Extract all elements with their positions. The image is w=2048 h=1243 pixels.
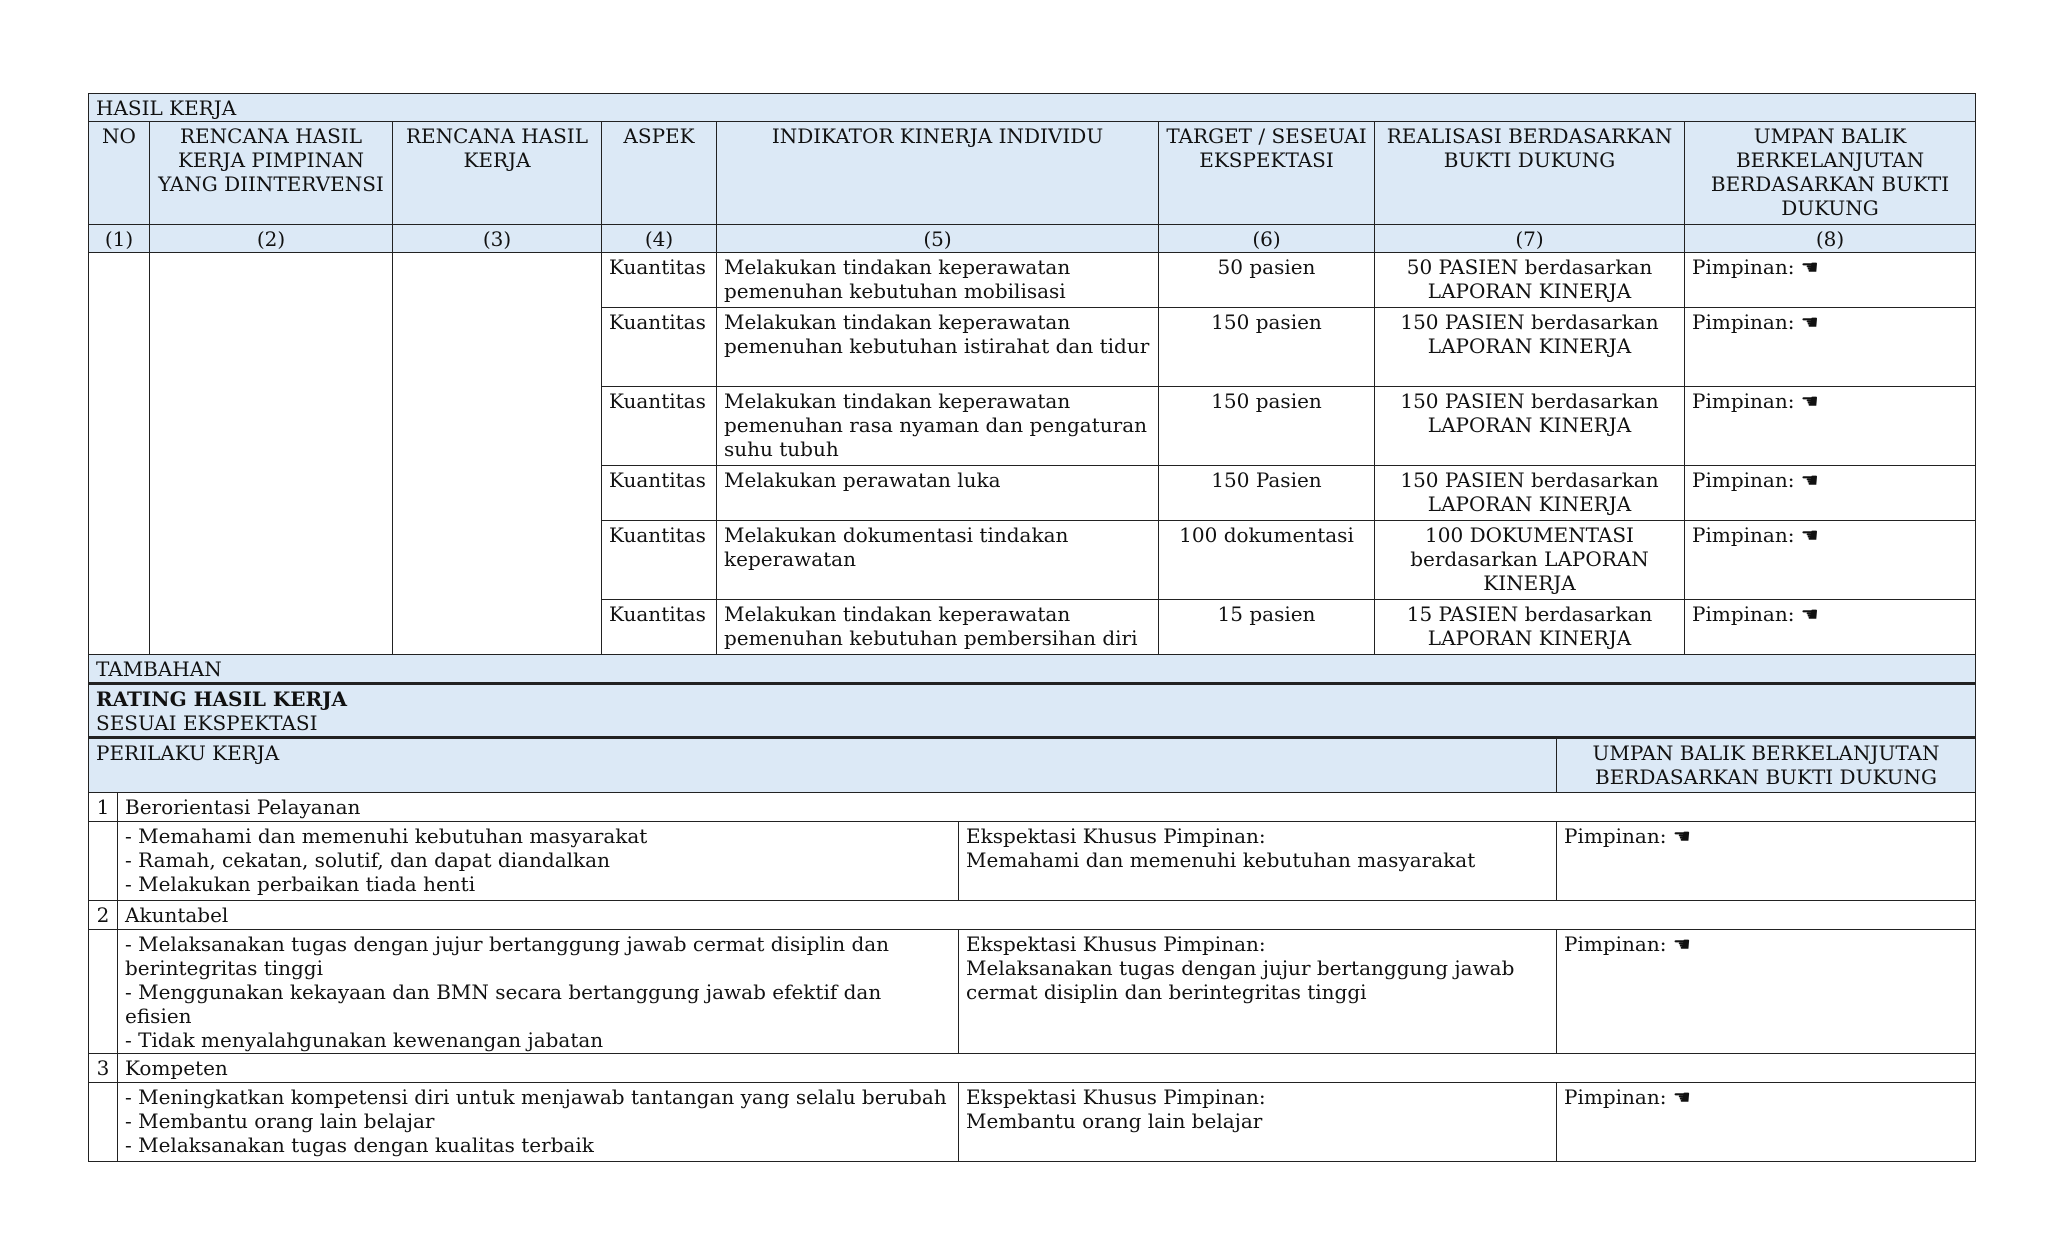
header-no: NO xyxy=(89,122,150,225)
blank-cell xyxy=(89,929,118,1053)
list-item: - Ramah, cekatan, solutif, dan dapat diandalkan xyxy=(125,847,610,872)
column-number: (7) xyxy=(1375,225,1685,253)
column-number: (3) xyxy=(393,225,602,253)
column-number: (8) xyxy=(1685,225,1976,253)
blank-cell xyxy=(89,1082,118,1161)
list-item: - Melaksanakan tugas dengan jujur bertanggung jawab cermat disiplin dan berintegritas tinggi xyxy=(125,931,890,980)
header-aspek: ASPEK xyxy=(602,122,717,225)
list-item: - Tidak menyalahgunakan kewenangan jabatan xyxy=(125,1027,604,1052)
aspek-cell: Kuantitas xyxy=(602,308,717,387)
target-cell: 150 pasien xyxy=(1159,387,1375,466)
ekspektasi-label: Ekspektasi Khusus Pimpinan: xyxy=(966,931,1266,956)
column-number: (6) xyxy=(1159,225,1375,253)
umpan-balik-cell: Pimpinan: ☚ xyxy=(1685,253,1976,308)
header-umpan-balik: UMPAN BALIK BERKELANJUTAN BERDASARKAN BUKTI DUKUNG xyxy=(1685,122,1976,225)
table-row xyxy=(89,253,1976,308)
no-cell xyxy=(89,253,150,655)
realisasi-cell: 15 PASIEN berdasarkan LAPORAN KINERJA xyxy=(1375,600,1685,655)
rating-hasil-kerja xyxy=(89,684,1976,737)
umpan-balik-cell: Pimpinan: ☚ xyxy=(1685,521,1976,600)
target-cell: 50 pasien xyxy=(1159,253,1375,308)
column-number: (1) xyxy=(89,225,150,253)
perilaku-points xyxy=(118,1082,959,1161)
header-indikator: INDIKATOR KINERJA INDIVIDU xyxy=(717,122,1159,225)
header-rencana-pimpinan: RENCANA HASIL KERJA PIMPINAN YANG DIINTERVENSI xyxy=(150,122,393,225)
ekspektasi-cell xyxy=(959,929,1557,1053)
perilaku-number: 1 xyxy=(89,792,118,821)
umpan-balik-cell: Pimpinan: ☚ xyxy=(1557,1082,1976,1161)
umpan-balik-cell: Pimpinan: ☚ xyxy=(1685,387,1976,466)
realisasi-cell: 150 PASIEN berdasarkan LAPORAN KINERJA xyxy=(1375,466,1685,521)
realisasi-cell: 150 PASIEN berdasarkan LAPORAN KINERJA xyxy=(1375,387,1685,466)
realisasi-cell: 100 DOKUMENTASI berdasarkan LAPORAN KINERJA xyxy=(1375,521,1685,600)
ekspektasi-text: Memahami dan memenuhi kebutuhan masyarakat xyxy=(966,847,1476,872)
hasil-kerja-table xyxy=(88,93,1976,737)
indikator-cell: Melakukan tindakan keperawatan pemenuhan kebutuhan istirahat dan tidur xyxy=(717,308,1159,387)
document-sheet xyxy=(88,93,1975,1162)
list-item: - Melakukan perbaikan tiada henti xyxy=(125,871,476,896)
header-realisasi: REALISASI BERDASARKAN BUKTI DUKUNG xyxy=(1375,122,1685,225)
umpan-balik-cell: Pimpinan: ☚ xyxy=(1557,929,1976,1053)
aspek-cell: Kuantitas xyxy=(602,521,717,600)
umpan-balik-cell: Pimpinan: ☚ xyxy=(1685,600,1976,655)
realisasi-cell: 150 PASIEN berdasarkan LAPORAN KINERJA xyxy=(1375,308,1685,387)
aspek-cell: Kuantitas xyxy=(602,253,717,308)
indikator-cell: Melakukan dokumentasi tindakan keperawatan xyxy=(717,521,1159,600)
column-number: (5) xyxy=(717,225,1159,253)
ekspektasi-label: Ekspektasi Khusus Pimpinan: xyxy=(966,823,1266,848)
ekspektasi-cell xyxy=(959,821,1557,900)
perilaku-points xyxy=(118,929,959,1053)
perilaku-title: PERILAKU KERJA xyxy=(89,737,1557,792)
ekspektasi-text: Membantu orang lain belajar xyxy=(966,1108,1263,1133)
indikator-cell: Melakukan tindakan keperawatan pemenuhan kebutuhan mobilisasi xyxy=(717,253,1159,308)
list-item: - Membantu orang lain belajar xyxy=(125,1108,435,1133)
perilaku-number: 3 xyxy=(89,1053,118,1082)
perilaku-number: 2 xyxy=(89,900,118,929)
target-cell: 15 pasien xyxy=(1159,600,1375,655)
perilaku-umpan-header: UMPAN BALIK BERKELANJUTAN BERDASARKAN BUKTI DUKUNG xyxy=(1557,737,1976,792)
ekspektasi-cell xyxy=(959,1082,1557,1161)
perilaku-name: Akuntabel xyxy=(118,900,1976,929)
ekspektasi-label: Ekspektasi Khusus Pimpinan: xyxy=(966,1084,1266,1109)
rencana-hasil-kerja-cell xyxy=(393,253,602,655)
column-number: (2) xyxy=(150,225,393,253)
target-cell: 100 dokumentasi xyxy=(1159,521,1375,600)
indikator-cell: Melakukan tindakan keperawatan pemenuhan kebutuhan pembersihan diri xyxy=(717,600,1159,655)
perilaku-kerja-table xyxy=(88,736,1976,1162)
list-item: - Memahami dan memenuhi kebutuhan masyarakat xyxy=(125,823,648,848)
perilaku-name: Kompeten xyxy=(118,1053,1976,1082)
indikator-cell: Melakukan perawatan luka xyxy=(717,466,1159,521)
header-rencana-hasil-kerja: RENCANA HASIL KERJA xyxy=(393,122,602,225)
rencana-pimpinan-cell xyxy=(150,253,393,655)
column-number: (4) xyxy=(602,225,717,253)
list-item: - Melaksanakan tugas dengan kualitas terbaik xyxy=(125,1132,594,1157)
list-item: - Menggunakan kekayaan dan BMN secara bertanggung jawab efektif dan efisien xyxy=(125,979,882,1028)
blank-cell xyxy=(89,821,118,900)
aspek-cell: Kuantitas xyxy=(602,466,717,521)
rating-value: SESUAI EKSPEKTASI xyxy=(96,711,318,735)
perilaku-points xyxy=(118,821,959,900)
umpan-balik-cell: Pimpinan: ☚ xyxy=(1685,466,1976,521)
ekspektasi-text: Melaksanakan tugas dengan jujur bertanggung jawab cermat disiplin dan berintegritas tinggi xyxy=(966,955,1515,1004)
indikator-cell: Melakukan tindakan keperawatan pemenuhan rasa nyaman dan pengaturan suhu tubuh xyxy=(717,387,1159,466)
aspek-cell: Kuantitas xyxy=(602,600,717,655)
aspek-cell: Kuantitas xyxy=(602,387,717,466)
umpan-balik-cell: Pimpinan: ☚ xyxy=(1685,308,1976,387)
umpan-balik-cell: Pimpinan: ☚ xyxy=(1557,821,1976,900)
perilaku-name: Berorientasi Pelayanan xyxy=(118,792,1976,821)
tambahan-row: TAMBAHAN xyxy=(89,655,1976,684)
list-item: - Meningkatkan kompetensi diri untuk menjawab tantangan yang selalu berubah xyxy=(125,1084,947,1109)
rating-title: RATING HASIL KERJA xyxy=(96,687,348,711)
header-target: TARGET / SESEUAI EKSPEKTASI xyxy=(1159,122,1375,225)
target-cell: 150 pasien xyxy=(1159,308,1375,387)
target-cell: 150 Pasien xyxy=(1159,466,1375,521)
realisasi-cell: 50 PASIEN berdasarkan LAPORAN KINERJA xyxy=(1375,253,1685,308)
hasil-kerja-title: HASIL KERJA xyxy=(89,94,1976,122)
